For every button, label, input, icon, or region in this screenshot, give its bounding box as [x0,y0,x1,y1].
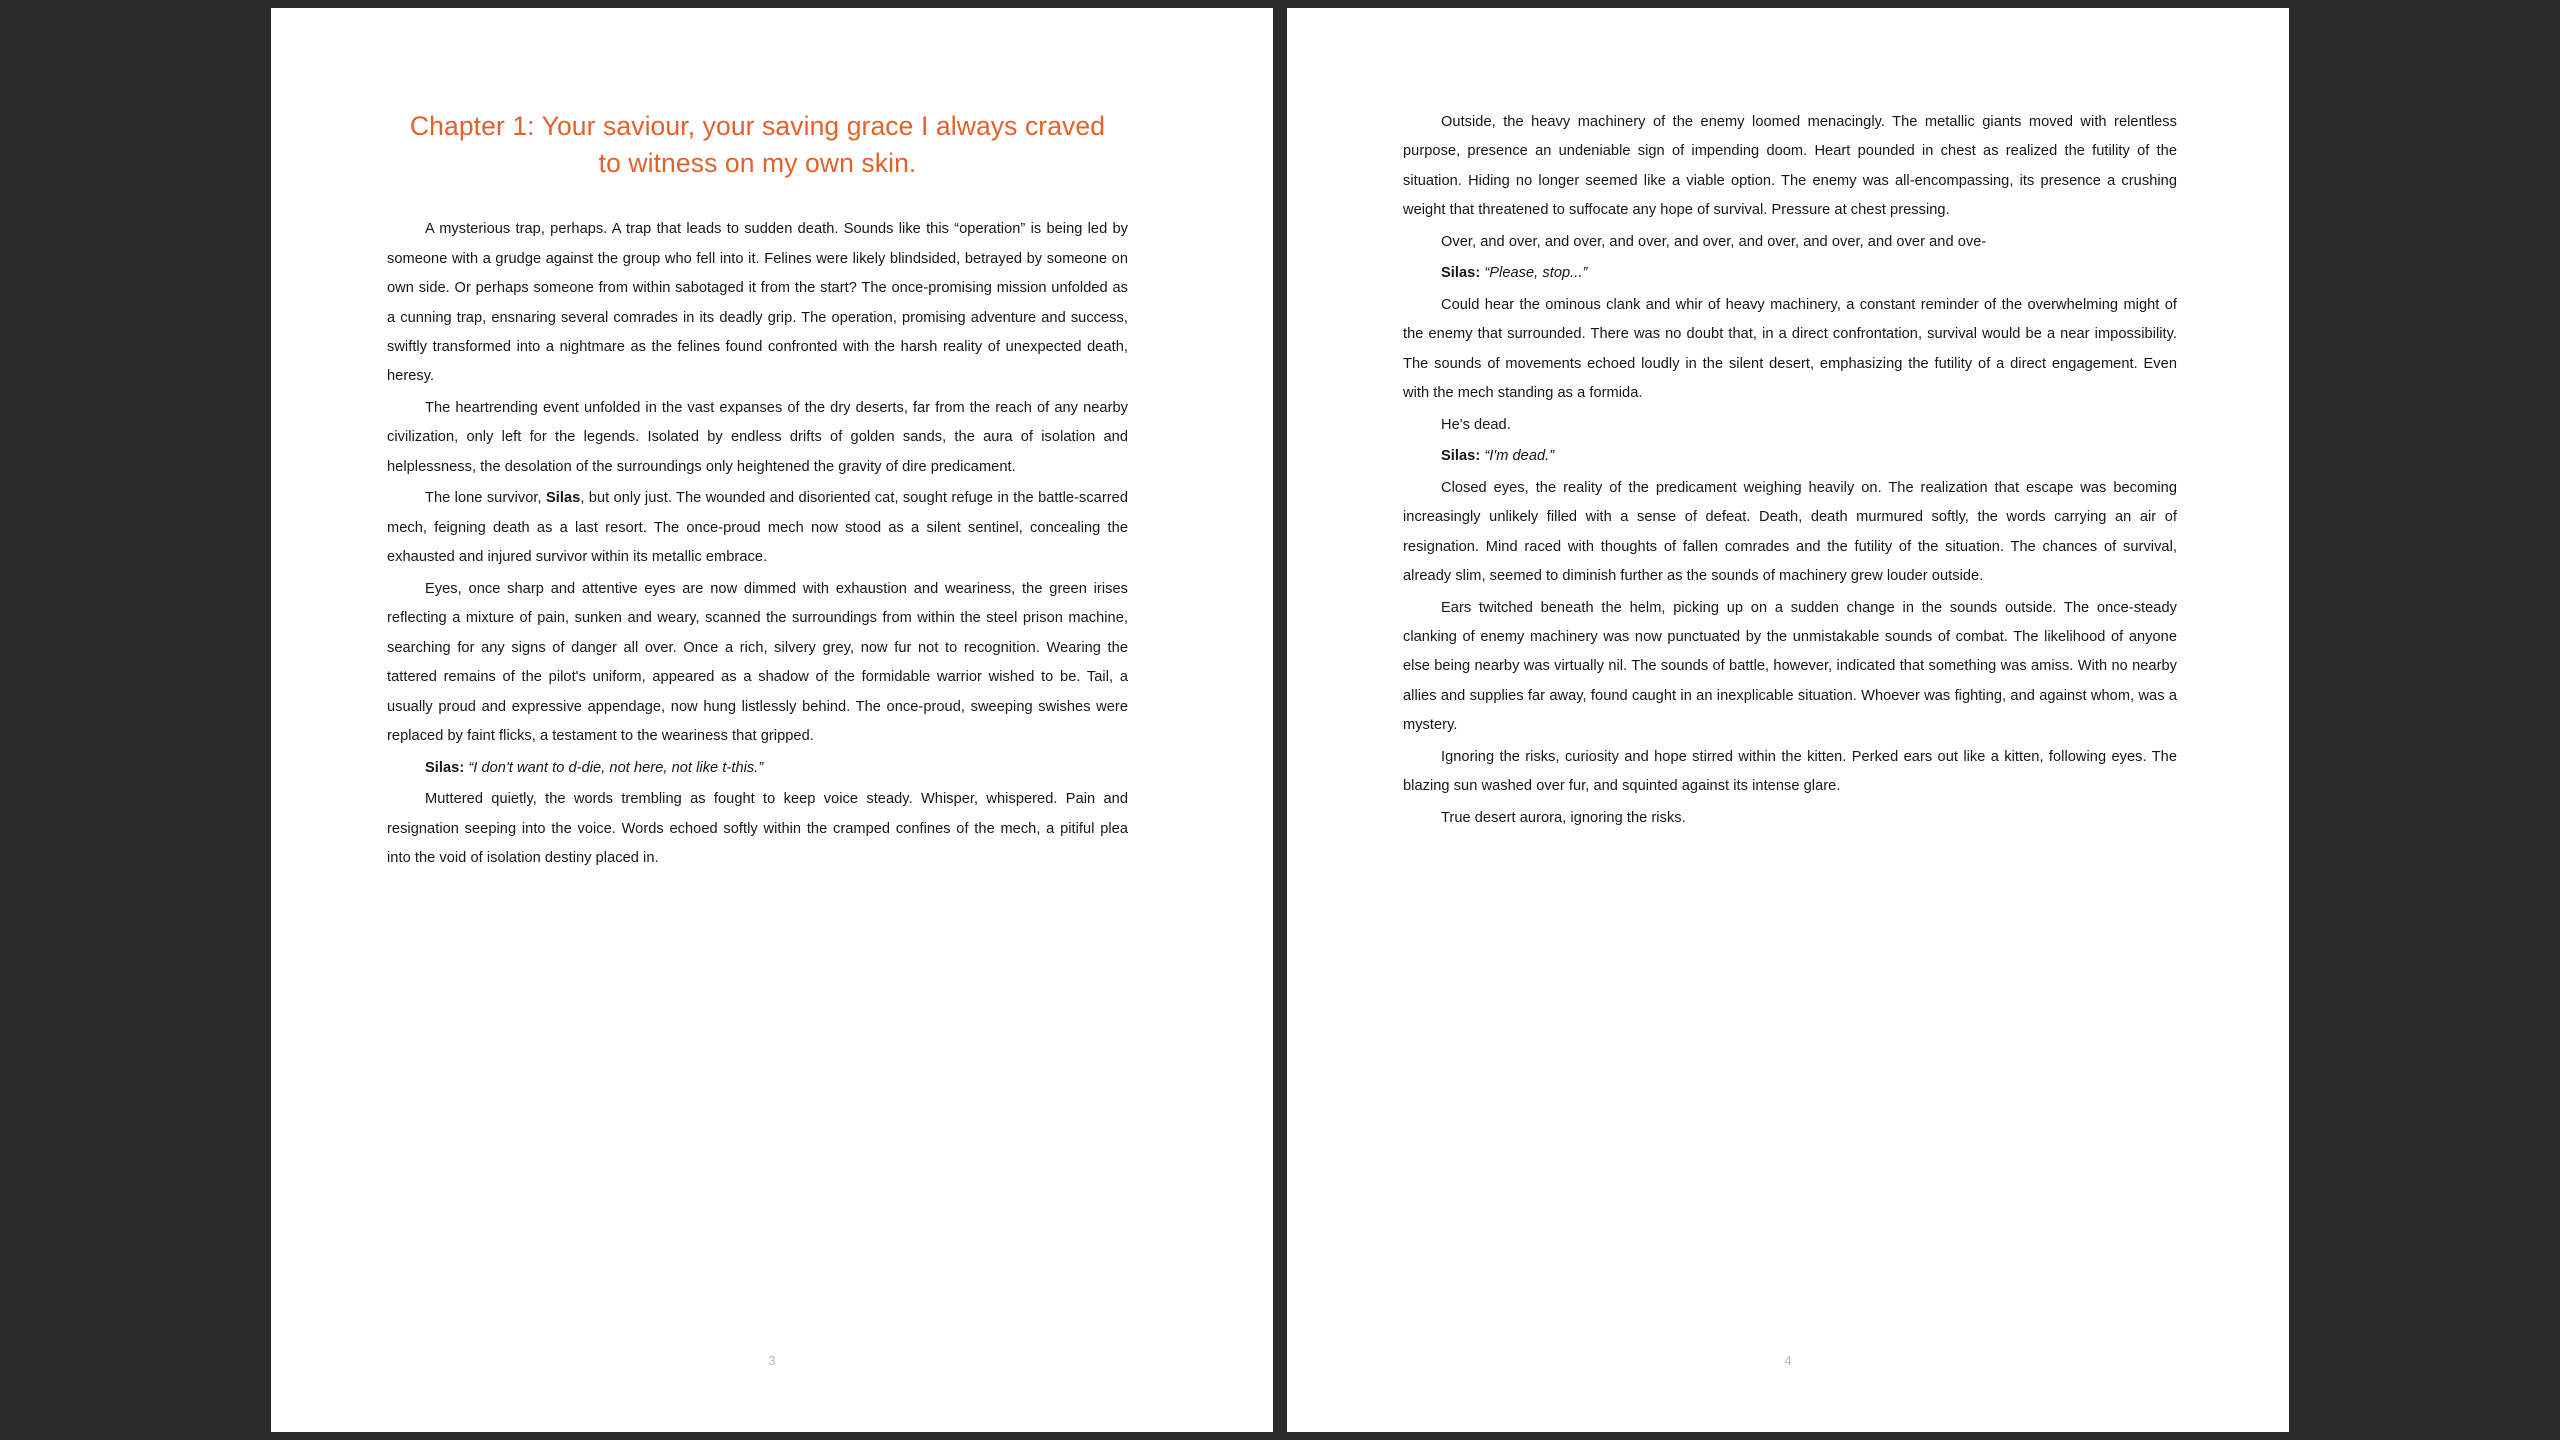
paragraph: The lone survivor, Silas, but only just. The wounded and disoriented cat, sought refuge in the battle-scarred mech, feigning death as a last resort. The once-proud mech now stood as a silent sentinel, concealing the exhausted and injured survivor within its metallic embrace. [387,490,1129,566]
document-page-right [1287,8,2289,1432]
page-spread [271,8,2289,1432]
page-left-body [387,215,1128,873]
page-right-body [1403,108,2177,833]
character-name: Silas [545,490,581,507]
paragraph: Muttered quietly, the words trembling as fought to keep voice steady. Whisper, whispered. Pain and resignation seeping into the voice. Words echoed softly within the cramped confines of the mech, a pitiful plea into the void of isolation destiny placed in. [387,791,1128,866]
document-page-left [271,8,1273,1432]
paragraph: Over, and over, and over, and over, and over, and over, and over, and over and ove- [1441,233,1987,250]
dialogue-line: “I don't want to d-die, not here, not like t-this.” [468,759,764,776]
paragraph: A mysterious trap, perhaps. A trap that leads to sudden death. Sounds like this “operation” is being led by someone with a grudge against the group who fell into it. Felines were likely blindsided, betrayed by someone on own side. Or perhaps someone from within sabotaged it from the start? The once-promising mission unfolded as a cunning trap, ensnaring several comrades in its deadly grip. The operation, promising adventure and success, swiftly transformed into a nightmare as the felines found confronted with the harsh reality of unexpected death, heresy. [387,221,1128,385]
dialogue-speaker: Silas: [1441,265,1485,282]
paragraph [1403,442,2177,471]
paragraph: Outside, the heavy machinery of the enemy loomed menacingly. The metallic giants moved with relentless purpose, presence an undeniable sign of impending doom. Heart pounded in chest as realized the futility of the situation. Hiding no longer seemed like a viable option. The enemy was all-encompassing, its presence a crushing weight that threatened to suffocate any hope of survival. Pressure at chest pressing. [1403,114,2177,219]
page-left-content [387,108,1128,875]
paragraph: The heartrending event unfolded in the vast expanses of the dry deserts, far from the reach of any nearby civilization, only left for the legends. Isolated by endless drifts of golden sands, the aura of isolation and helplessness, the desolation of the surroundings only heightened the gravity of dire predicament. [387,399,1128,475]
dialogue-line: “I'm dead.” [1484,448,1555,465]
chapter-title: Chapter 1: Your saviour, your saving grace I always craved to witness on my own skin. [409,111,1106,178]
paragraph: Ignoring the risks, curiosity and hope stirred within the kitten. Perked ears out like a kitten, following eyes. The blazing sun washed over fur, and squinted against its intense glare. [1403,748,2177,795]
paragraph: Closed eyes, the reality of the predicament weighing heavily on. The realization that escape was becoming increasingly unlikely filled with a sense of defeat. Death, death murmured softly, the words carrying an air of resignation. Mind raced with thoughts of fallen comrades and the futility of the situation. The chances of survival, already slim, seemed to diminish further as the sounds of machinery grew louder outside. [1403,479,2177,585]
paragraph: He's dead. [1441,416,1511,433]
page-right-content [1403,108,2177,835]
page-number-left: 3 [768,1353,776,1368]
paragraph: Could hear the ominous clank and whir of heavy machinery, a constant reminder of the overwhelming might of the enemy that surrounded. There was no doubt that, in a direct confrontation, survival would be a near impossibility. The sounds of movements echoed loudly in the silent desert, emphasizing the futility of a direct engagement. Even with the mech standing as a formida. [1403,296,2177,402]
paragraph: True desert aurora, ignoring the risks. [1441,809,1686,826]
paragraph [387,754,1128,783]
paragraph: Eyes, once sharp and attentive eyes are now dimmed with exhaustion and weariness, the green irises reflecting a mixture of pain, sunken and weary, scanned the surroundings from within the steel prison machine, searching for any signs of danger all over. Once a rich, silvery grey, now fur not to recognition. Wearing the tattered remains of the pilot's uniform, appeared as a shadow of the formidable warrior wished to be. Tail, a usually proud and expressive appendage, now hung listlessly behind. The once-proud, sweeping swishes were replaced by faint flicks, a testament to the weariness that gripped. [387,580,1128,745]
paragraph: Ears twitched beneath the helm, picking up on a sudden change in the sounds outside. The once-steady clanking of enemy machinery was now punctuated by the unmistakable sounds of combat. The likelihood of anyone else being nearby was virtually nil. The sounds of battle, however, indicated that something was amiss. With no nearby allies and supplies far away, found caught in an inexplicable situation. Whoever was fighting, and against whom, was a mystery. [1403,599,2177,734]
dialogue-speaker: Silas: [1441,448,1485,465]
dialogue-line: “Please, stop...” [1484,265,1588,282]
page-number-right: 4 [1784,1353,1792,1368]
paragraph [1403,259,2177,288]
dialogue-speaker: Silas: [425,759,469,776]
